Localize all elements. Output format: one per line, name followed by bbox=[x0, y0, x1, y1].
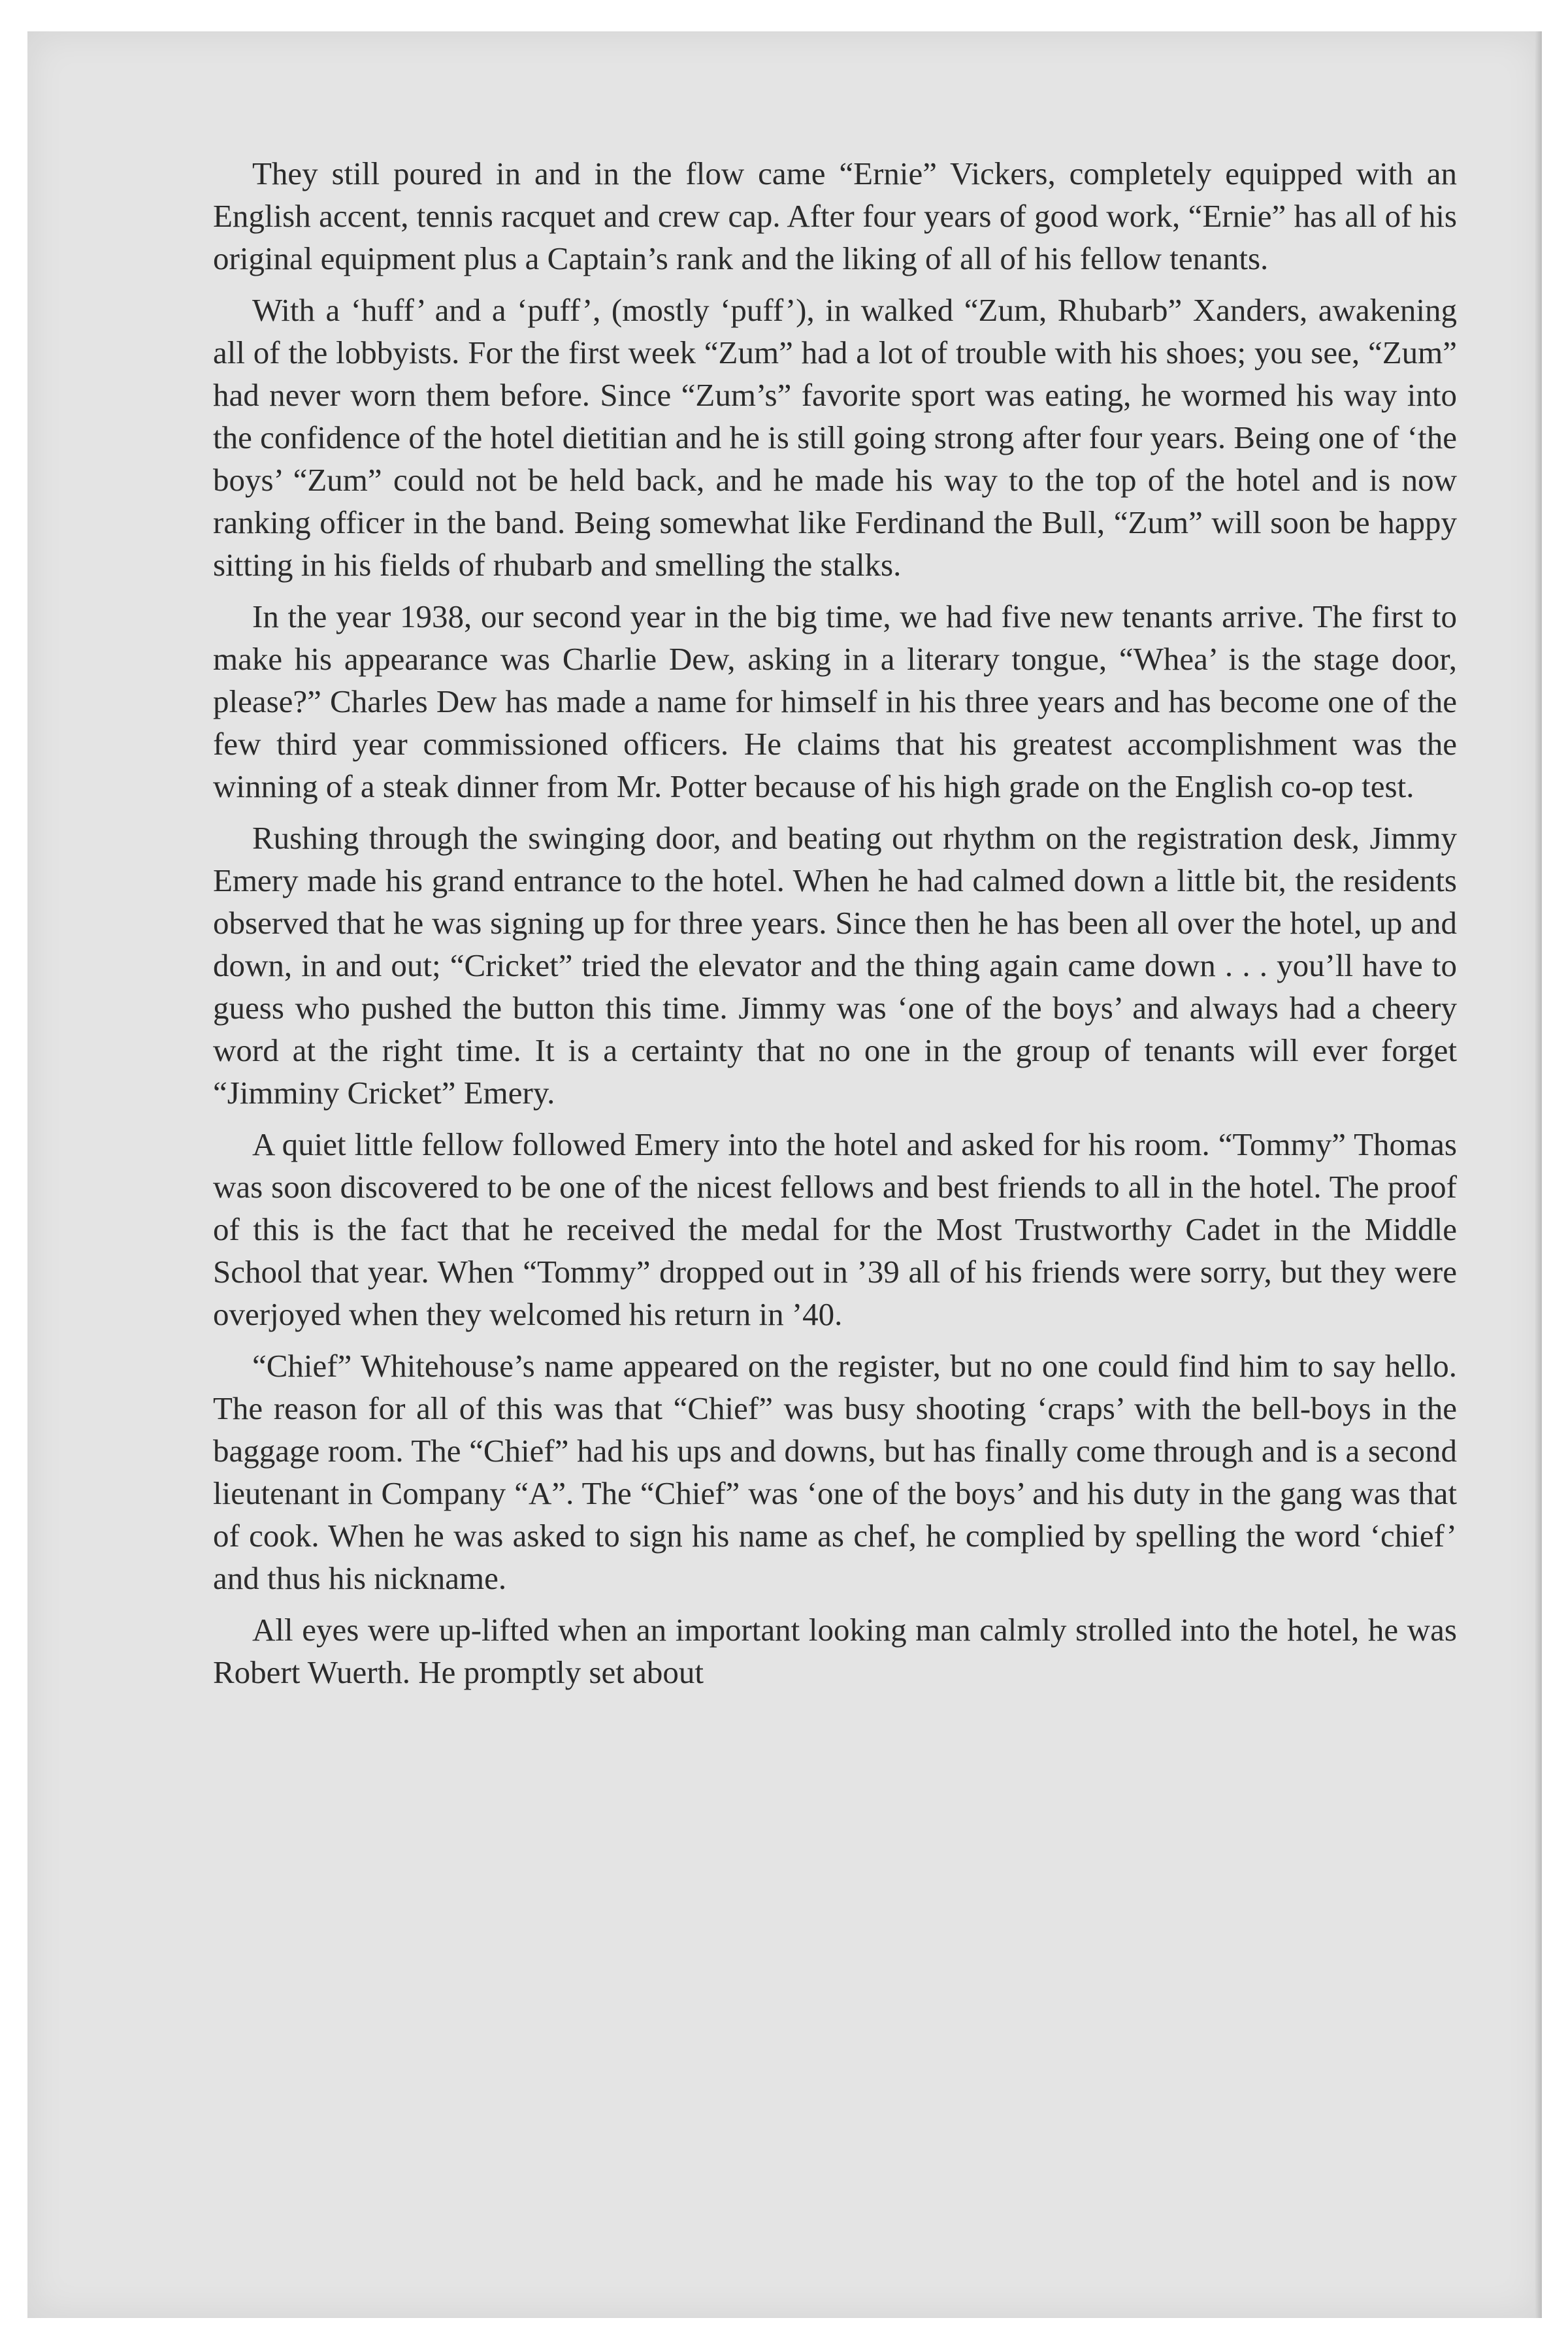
paragraph-jimmy-emery: Rushing through the swinging door, and beating out rhythm on the registration desk, Jimmy Emery made his grand entrance to the hotel. When he had calmed down a little bit, the residents observed that he was signing up for three years. Since then he has been all over the hotel, up and down, in and out; “Cricket” tried the elevator and the thing again came down . . . you’ll have to guess who pushed the button this time. Jimmy was ‘one of the boys’ and always had a cheery word at the right time. It is a certainty that no one in the group of tenants will ever forget “Jimminy Cricket” Emery. bbox=[213, 820, 1457, 1111]
paragraph-ernie-vickers: They still poured in and in the flow came “Ernie” Vickers, completely equipped with an English accent, tennis racquet and crew cap. After four years of good work, “Ernie” has all of his original equipment plus a Captain’s rank and the liking of all of his fellow tenants. bbox=[213, 155, 1457, 276]
paragraph-tommy-thomas: A quiet little fellow followed Emery into the hotel and asked for his room. “Tommy” Thomas was soon discovered to be one of the nicest fellows and best friends to all in the hotel. The proof of this is the fact that he received the medal for the Most Trustworthy Cadet in the Middle School that year. When “Tommy” dropped out in ’39 all of his friends were sorry, but they were overjoyed when they welcomed his return in ’40. bbox=[213, 1126, 1457, 1332]
page-edge bbox=[1535, 31, 1542, 2318]
paragraph-robert-wuerth: All eyes were up-lifted when an important looking man calmly strolled into the hotel, he was Robert Wuerth. He promptly set about bbox=[213, 1612, 1457, 1690]
body-text bbox=[213, 152, 1457, 1703]
paragraph-charlie-dew: In the year 1938, our second year in the big time, we had five new tenants arrive. The first to make his appearance was Charlie Dew, asking in a literary tongue, “Whea’ is the stage door, please?” Charles Dew has made a name for himself in his three years and has become one of the few third year commissioned officers. He claims that his greatest accomplishment was the winning of a steak dinner from Mr. Potter because of his high grade on the English co-op test. bbox=[213, 598, 1457, 804]
paragraph-chief-whitehouse: “Chief” Whitehouse’s name appeared on the register, but no one could find him to say hello. The reason for all of this was that “Chief” was busy shooting ‘craps’ with the bell-boys in the baggage room. The “Chief” had his ups and downs, but has finally come through and is a second lieutenant in Company “A”. The “Chief” was ‘one of the boys’ and his duty in the gang was that of cook. When he was asked to sign his name as chef, he complied by spelling the word ‘chief’ and thus his nickname. bbox=[213, 1348, 1457, 1596]
scanned-page bbox=[27, 31, 1542, 2318]
paragraph-zum-xanders: With a ‘huff’ and a ‘puff’, (mostly ‘puff’), in walked “Zum, Rhubarb” Xanders, awakening all of the lobbyists. For the first week “Zum” had a lot of trouble with his shoes; you see, “Zum” had never worn them before. Since “Zum’s” favorite sport was eating, he wormed his way into the confidence of the hotel dietitian and he is still going strong after four years. Being one of ‘the boys’ “Zum” could not be held back, and he made his way to the top of the hotel and is now ranking officer in the band. Being somewhat like Ferdinand the Bull, “Zum” will soon be happy sitting in his fields of rhubarb and smelling the stalks. bbox=[213, 292, 1457, 583]
